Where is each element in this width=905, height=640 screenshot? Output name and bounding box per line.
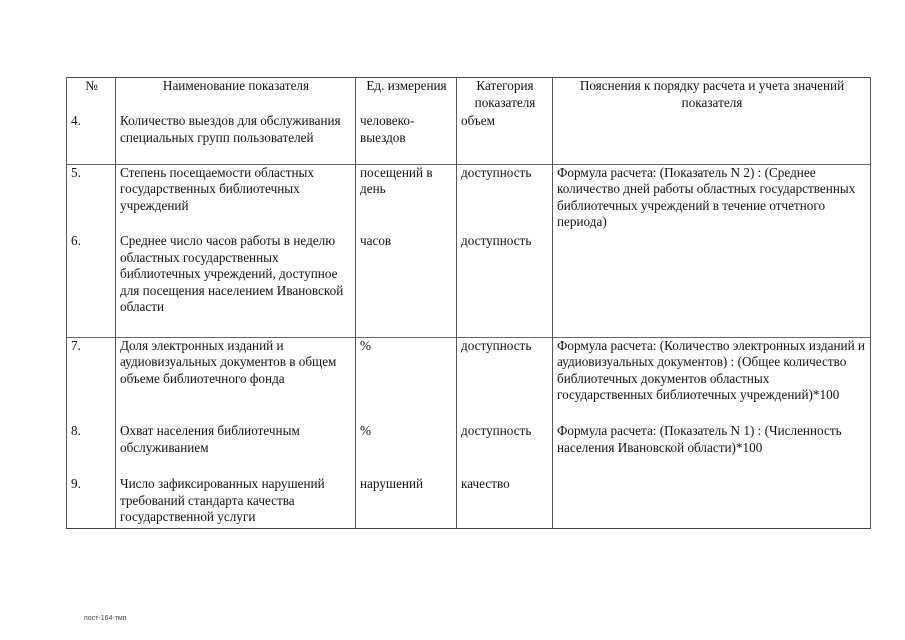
row-unit: посещений в день [356, 164, 457, 233]
row-num: 7. [67, 337, 116, 423]
row-name: Среднее число часов работы в неделю областных государственных библиотечных учреждений, доступное для посещения населением Ивановской области [116, 233, 356, 337]
row-name: Количество выездов для обслуживания специальных групп пользователей [116, 113, 356, 164]
indicators-table [66, 77, 871, 529]
row-category: доступность [457, 233, 553, 337]
row-name: Доля электронных изданий и аудиовизуальных документов в общем объеме библиотечного фонда [116, 337, 356, 423]
row-unit: нарушений [356, 476, 457, 528]
table-row [67, 476, 871, 528]
row-name: Число зафиксированных нарушений требований стандарта качества государственной услуги [116, 476, 356, 528]
row-num: 9. [67, 476, 116, 528]
header-num: № [67, 78, 116, 114]
row-name: Степень посещаемости областных государственных библиотечных учреждений [116, 164, 356, 233]
row-unit: % [356, 337, 457, 423]
table-header-row [67, 78, 871, 114]
table-row [67, 113, 871, 164]
table-row [67, 164, 871, 233]
row-explanation: Формула расчета: (Показатель N 2) : (Среднее количество дней работы областных государственных библиотечных учреждений в течение отчетного периода) [553, 164, 871, 233]
row-category: объем [457, 113, 553, 164]
row-name: Охват населения библиотечным обслуживанием [116, 423, 356, 476]
footer-code: пост-164-тмп [84, 615, 127, 622]
row-category: доступность [457, 164, 553, 233]
row-explanation: Формула расчета: (Показатель N 1) : (Численность населения Ивановской области)*100 [553, 423, 871, 476]
row-explanation [553, 233, 871, 337]
header-category: Категория показателя [457, 78, 553, 114]
row-explanation: Формула расчета: (Количество электронных изданий и аудиовизуальных документов) : (Общее количество библиотечных документов областных государственных библиотечных учреждений)*100 [553, 337, 871, 423]
table-row [67, 423, 871, 476]
header-explanation: Пояснения к порядку расчета и учета значений показателя [553, 78, 871, 114]
row-category: доступность [457, 337, 553, 423]
row-unit: часов [356, 233, 457, 337]
row-unit: % [356, 423, 457, 476]
row-num: 6. [67, 233, 116, 337]
row-explanation [553, 476, 871, 528]
table-row [67, 233, 871, 337]
row-category: доступность [457, 423, 553, 476]
row-num: 8. [67, 423, 116, 476]
header-name: Наименование показателя [116, 78, 356, 114]
row-unit: человеко-выездов [356, 113, 457, 164]
header-unit: Ед. измерения [356, 78, 457, 114]
row-num: 4. [67, 113, 116, 164]
table-row [67, 337, 871, 423]
row-explanation [553, 113, 871, 164]
row-category: качество [457, 476, 553, 528]
row-num: 5. [67, 164, 116, 233]
